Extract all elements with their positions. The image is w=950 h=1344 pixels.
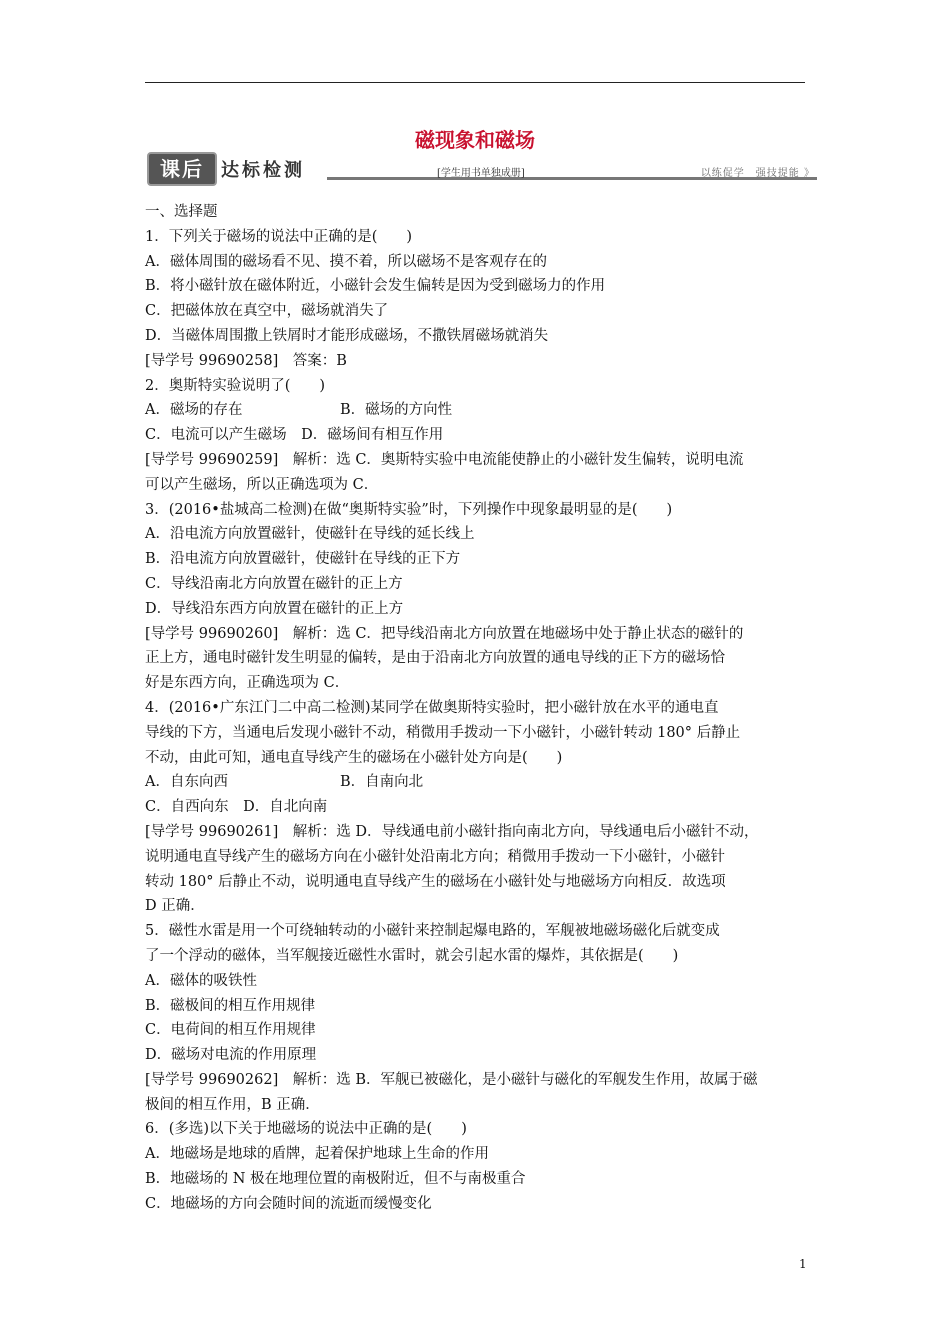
explanation: 说明通电直导线产生的磁场方向在小磁针处沿南北方向；稍微用手拨动一下小磁针，小磁针	[145, 848, 725, 865]
question-4: 导线的下方，当通电后发现小磁针不动，稍微用手拨动一下小磁针，小磁针转动 180° 后静止	[145, 724, 741, 741]
explanation: D 正确．	[145, 898, 205, 915]
option: C．地磁场的方向会随时间的流逝而缓慢变化	[145, 1195, 432, 1212]
question-2: 2．奥斯特实验说明了( )	[145, 377, 326, 394]
option: C．电荷间的相互作用规律	[145, 1022, 316, 1039]
option: D．磁场对电流的作用原理	[145, 1047, 317, 1064]
question-5: 5．磁性水雷是用一个可绕轴转动的小磁针来控制起爆电路的，军舰被地磁场磁化后就变成	[145, 923, 720, 940]
explanation: 可以产生磁场，所以正确选项为 C．	[145, 476, 379, 493]
banner-note: [学生用书单独成册]	[437, 168, 525, 179]
answer: [导学号 99690258] 答案：B	[145, 352, 347, 369]
banner-title: 达标检测	[221, 160, 305, 181]
option: B．磁极间的相互作用规律	[145, 997, 316, 1014]
option-row: C．自西向东 D．自北向南	[145, 799, 328, 816]
document-body	[145, 200, 809, 1217]
option-row	[145, 770, 809, 795]
section-banner	[147, 150, 817, 186]
section-heading: 一、选择题	[145, 204, 218, 220]
option-row: C．电流可以产生磁场 D．磁场间有相互作用	[145, 427, 444, 444]
option: C．把磁体放在真空中，磁场就消失了	[145, 303, 389, 320]
option: A．沿电流方向放置磁针，使磁针在导线的延长线上	[145, 526, 475, 543]
explanation: 好是东西方向，正确选项为 C．	[145, 675, 350, 692]
question-4: 不动，由此可知，通电直导线产生的磁场在小磁针处方向是( )	[145, 749, 563, 766]
explanation: [导学号 99690260] 解析：选 C．把导线沿南北方向放置在地磁场中处于静止状态的磁针的	[145, 625, 744, 642]
option: C．导线沿南北方向放置在磁针的正上方	[145, 575, 403, 592]
explanation: [导学号 99690261] 解析：选 D．导线通电前小磁针指向南北方向，导线通电后小磁针不动，	[145, 823, 759, 840]
option: A．磁体周围的磁场看不见、摸不着，所以磁场不是客观存在的	[145, 253, 547, 270]
explanation: 极间的相互作用，B 正确．	[145, 1096, 320, 1113]
explanation: 正上方，通电时磁针发生明显的偏转，是由于沿南北方向放置的通电导线的正下方的磁场恰	[145, 650, 725, 667]
banner-slogan: 以练促学 强技提能 》	[700, 168, 815, 179]
option-row	[145, 398, 809, 423]
option: A．磁场的存在	[145, 402, 243, 419]
option: B．磁场的方向性	[340, 402, 453, 419]
question-3: 3．(2016•盐城高二检测)在做“奥斯特实验”时，下列操作中现象最明显的是( )	[145, 501, 673, 518]
option: B．沿电流方向放置磁针，使磁针在导线的正下方	[145, 551, 461, 568]
question-1: 1．下列关于磁场的说法中正确的是( )	[145, 228, 413, 245]
option: B．地磁场的 N 极在地理位置的南极附近，但不与南极重合	[145, 1171, 526, 1188]
explanation: [导学号 99690259] 解析：选 C．奥斯特实验中电流能使静止的小磁针发生偏转，说明电流	[145, 451, 744, 468]
option: B．将小磁针放在磁体附近，小磁针会发生偏转是因为受到磁场力的作用	[145, 278, 606, 295]
option: A．自东向西	[145, 774, 228, 791]
option: B．自南向北	[340, 774, 424, 791]
option: A．磁体的吸铁性	[145, 972, 257, 989]
header-rule	[145, 82, 805, 83]
explanation: [导学号 99690262] 解析：选 B．军舰已被磁化，是小磁针与磁化的军舰发生作用，故属于磁	[145, 1071, 758, 1088]
page-title: 磁现象和磁场	[415, 128, 535, 152]
banner-badge: 课后	[147, 152, 217, 186]
explanation: 转动 180° 后静止不动，说明通电直导线产生的磁场在小磁针处与地磁场方向相反．故选项	[145, 873, 726, 890]
page-number: 1	[799, 1257, 807, 1271]
question-5: 了一个浮动的磁体，当军舰接近磁性水雷时，就会引起水雷的爆炸，其依据是( )	[145, 947, 679, 964]
question-4: 4．(2016•广东江门二中高二检测)某同学在做奥斯特实验时，把小磁针放在水平的通电直	[145, 699, 719, 716]
option: A．地磁场是地球的盾牌，起着保护地球上生命的作用	[145, 1146, 489, 1163]
option: D．导线沿东西方向放置在磁针的正上方	[145, 600, 404, 617]
question-6: 6．(多选)以下关于地磁场的说法中正确的是( )	[145, 1121, 467, 1138]
option: D．当磁体周围撒上铁屑时才能形成磁场，不撒铁屑磁场就消失	[145, 327, 549, 344]
